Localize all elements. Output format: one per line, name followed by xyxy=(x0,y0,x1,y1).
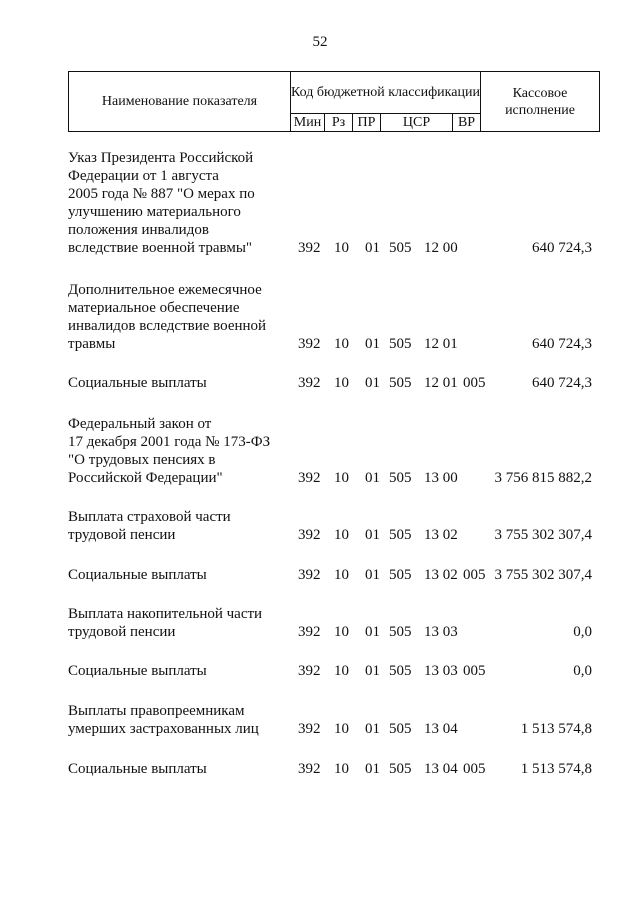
code-csr-sub: 12 01 xyxy=(424,336,458,352)
indicator-name: Выплаты правопреемникам умерших застрахованных лиц xyxy=(68,703,259,737)
code-pr: 01 xyxy=(365,375,380,391)
code-csr-sub: 13 04 xyxy=(424,721,458,737)
page-number: 52 xyxy=(312,34,328,50)
code-csr: 505 xyxy=(389,721,412,737)
code-csr-sub: 12 00 xyxy=(424,240,458,256)
amount: 1 513 574,8 xyxy=(520,761,592,777)
amount: 640 724,3 xyxy=(532,375,592,391)
indicator-name: Социальные выплаты xyxy=(68,761,207,777)
col-csr-header: ЦСР xyxy=(381,114,453,132)
code-csr: 505 xyxy=(389,527,412,543)
indicator-name: Социальные выплаты xyxy=(68,663,207,679)
code-pr: 01 xyxy=(365,527,380,543)
indicator-name-header: Наименование показателя xyxy=(69,72,291,132)
col-rz-header: Рз xyxy=(325,114,353,132)
code-csr: 505 xyxy=(389,375,412,391)
table-header xyxy=(68,71,600,132)
code-rz: 10 xyxy=(334,761,349,777)
table-row xyxy=(0,374,640,392)
table-row xyxy=(0,702,640,738)
table-row xyxy=(0,149,640,257)
code-rz: 10 xyxy=(334,567,349,583)
code-vr: 005 xyxy=(463,375,486,391)
indicator-name: Выплата накопительной части трудовой пенсии xyxy=(68,606,263,640)
amount: 640 724,3 xyxy=(532,240,592,256)
indicator-name: Федеральный закон от 17 декабря 2001 года № 173-ФЗ "О трудовых пенсиях в Российской Федерации" xyxy=(68,416,271,486)
code-csr-sub: 12 01 xyxy=(424,375,458,391)
code-pr: 01 xyxy=(365,240,380,256)
amount: 1 513 574,8 xyxy=(520,721,592,737)
col-min-header: Мин xyxy=(291,114,325,132)
code-rz: 10 xyxy=(334,663,349,679)
code-csr-sub: 13 02 xyxy=(424,567,458,583)
code-min: 392 xyxy=(298,624,321,640)
code-rz: 10 xyxy=(334,721,349,737)
col-vr-header: ВР xyxy=(453,114,481,132)
table-row xyxy=(0,508,640,544)
table-row xyxy=(0,605,640,641)
code-pr: 01 xyxy=(365,567,380,583)
code-min: 392 xyxy=(298,527,321,543)
col-pr-header: ПР xyxy=(353,114,381,132)
code-rz: 10 xyxy=(334,527,349,543)
code-min: 392 xyxy=(298,721,321,737)
amount: 0,0 xyxy=(573,624,592,640)
indicator-name: Социальные выплаты xyxy=(68,567,207,583)
code-pr: 01 xyxy=(365,470,380,486)
indicator-name: Выплата страховой части трудовой пенсии xyxy=(68,509,231,543)
table-row xyxy=(0,415,640,487)
cash-execution-header: Кассовое исполнение xyxy=(481,72,600,132)
table-row xyxy=(0,760,640,778)
code-pr: 01 xyxy=(365,721,380,737)
code-vr: 005 xyxy=(463,663,486,679)
code-rz: 10 xyxy=(334,470,349,486)
amount: 3 755 302 307,4 xyxy=(494,567,592,583)
code-pr: 01 xyxy=(365,761,380,777)
indicator-name: Дополнительное ежемесячное материальное обеспечение инвалидов вследствие военной травмы xyxy=(68,282,267,352)
code-csr: 505 xyxy=(389,336,412,352)
code-csr: 505 xyxy=(389,240,412,256)
amount: 640 724,3 xyxy=(532,336,592,352)
code-pr: 01 xyxy=(365,336,380,352)
code-csr: 505 xyxy=(389,470,412,486)
amount: 0,0 xyxy=(573,663,592,679)
code-csr-sub: 13 00 xyxy=(424,470,458,486)
table-row xyxy=(0,566,640,584)
code-min: 392 xyxy=(298,470,321,486)
table-row xyxy=(0,662,640,680)
table-row xyxy=(0,281,640,353)
code-vr: 005 xyxy=(463,567,486,583)
code-rz: 10 xyxy=(334,375,349,391)
code-rz: 10 xyxy=(334,336,349,352)
code-csr: 505 xyxy=(389,663,412,679)
code-min: 392 xyxy=(298,336,321,352)
code-rz: 10 xyxy=(334,240,349,256)
code-pr: 01 xyxy=(365,624,380,640)
code-csr-sub: 13 04 xyxy=(424,761,458,777)
code-pr: 01 xyxy=(365,663,380,679)
code-min: 392 xyxy=(298,567,321,583)
indicator-name: Социальные выплаты xyxy=(68,375,207,391)
code-min: 392 xyxy=(298,663,321,679)
code-csr: 505 xyxy=(389,761,412,777)
code-csr: 505 xyxy=(389,567,412,583)
code-csr-sub: 13 02 xyxy=(424,527,458,543)
code-min: 392 xyxy=(298,761,321,777)
budget-code-header: Код бюджетной классификации xyxy=(291,72,481,114)
code-min: 392 xyxy=(298,240,321,256)
code-vr: 005 xyxy=(463,761,486,777)
code-csr: 505 xyxy=(389,624,412,640)
code-csr-sub: 13 03 xyxy=(424,663,458,679)
amount: 3 755 302 307,4 xyxy=(494,527,592,543)
code-min: 392 xyxy=(298,375,321,391)
code-rz: 10 xyxy=(334,624,349,640)
code-csr-sub: 13 03 xyxy=(424,624,458,640)
indicator-name: Указ Президента Российской Федерации от 1 августа 2005 года № 887 "О мерах по улучшению материального положения инвалидов вследствие военной травмы" xyxy=(68,150,255,256)
amount: 3 756 815 882,2 xyxy=(494,470,592,486)
